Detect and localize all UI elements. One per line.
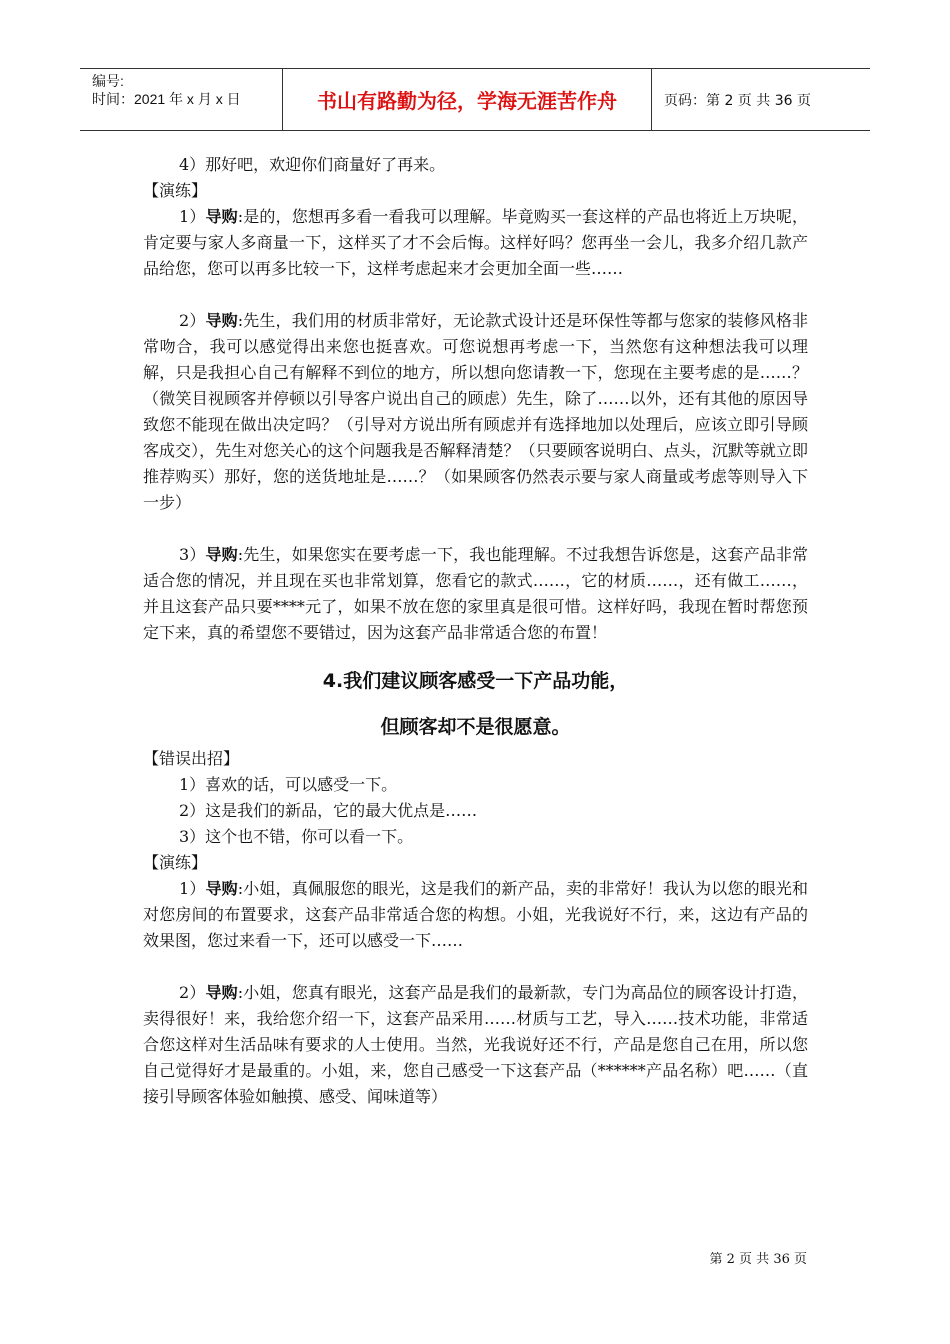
drill-label: 【演练】 [143,853,208,872]
drill-text: 小姐，真佩服您的眼光，这是我们的新产品，卖的非常好！我认为以您的眼光和对您房间的布置要求，这套产品非常适合您的构想。小姐，光我说好不行，来，这边有产品的效果图，您过来看一下，还可以感受一下…… [143,879,808,950]
drill-number: 2） [179,983,206,1002]
spacer [143,954,808,980]
drill-paragraph [143,308,808,516]
wrong-label: 【错误出招】 [143,749,240,768]
drill-colon: : [237,311,244,330]
drill-colon: : [237,879,244,898]
wrong-item: 4）那好吧，欢迎你们商量好了再来。 [179,155,446,174]
drill-label: 【演练】 [143,181,208,200]
drill-text: 小姐，您真有眼光，这套产品是我们的最新款，专门为高品位的顾客设计打造，卖得很好！来，我给您介绍一下，这套产品采用……材质与工艺，导入……技术功能，非常适合您这样对生活品味有要求的人士使用。当然，光我说好还不行，产品是您自己在用，所以您自己觉得好才是最重的。小姐，来，您自己感受一下这套产品（******产品名称）吧……（直接引导顾客体验如触摸、感受、闻味道等） [143,983,808,1106]
drill-colon: : [237,545,244,564]
drill-role: 导购 [205,983,238,1002]
drill-paragraph [143,542,808,646]
header-motto: 书山有路勤为径，学海无涯苦作舟 [282,69,652,130]
wrong-item: 2）这是我们的新品，它的最大优点是…… [179,801,478,820]
drill-role: 导购 [205,311,238,330]
drill-role: 导购 [205,879,238,898]
drill-text: 先生，我们用的材质非常好，无论款式设计还是环保性等都与您家的装修风格非常吻合，我可以感觉得出来您也挺喜欢。可您说想再考虑一下，当然您有这种想法我可以理解，只是我担心自己有解释不到位的地方，所以想向您请教一下，您现在主要考虑的是……？（微笑目视顾客并停顿以引导客户说出自己的顾虑）先生，除了……以外，还有其他的原因导致您不能现在做出决定吗？（引导对方说出所有顾虑并有选择地加以处理后，应该立即引导顾客成交），先生对您关心的这个问题我是否解释清楚？（只要顾客说明白、点头，沉默等就立即推荐购买）那好，您的送货地址是……？（如果顾客仍然表示要与家人商量或考虑等则导入下一步） [143,311,808,512]
wrong-item: 3）这个也不错，你可以看一下。 [179,827,414,846]
drill-number: 3） [179,545,206,564]
page-footer: 第 2 页 共 36 页 [709,1252,807,1267]
drill-paragraph [143,204,808,282]
drill-text: 是的，您想再多看一看我可以理解。毕竟购买一套这样的产品也将近上万块呢，肯定要与家人多商量一下，这样买了才不会后悔。这样好吗？您再坐一会儿，我多介绍几款产品给您，您可以再多比较一下，这样考虑起来才会更加全面一些…… [143,207,808,278]
header-page-info: 页码：第 2 页 共 36 页 [664,92,811,109]
section-heading: 4.我们建议顾客感受一下产品功能， [322,670,629,692]
drill-number: 2） [179,311,206,330]
wrong-item: 1）喜欢的话，可以感受一下。 [179,775,398,794]
spacer [143,282,808,308]
section-heading: 但顾客却不是很愿意。 [380,716,571,738]
number-label: 编号: [92,73,124,89]
drill-role: 导购 [205,545,238,564]
drill-colon: : [237,983,244,1002]
page-header [80,68,870,131]
date-line: 时间：2021 年 x 月 x 日 [92,91,241,107]
drill-number: 1） [179,879,206,898]
drill-role: 导购 [205,207,238,226]
drill-colon: : [237,207,244,226]
header-meta [80,69,282,130]
drill-paragraph [143,980,808,1110]
spacer [143,516,808,542]
document-body [143,152,808,1110]
drill-number: 1） [179,207,206,226]
drill-text: 先生，如果您实在要考虑一下，我也能理解。不过我想告诉您是，这套产品非常适合您的情况，并且现在买也非常划算，您看它的款式……，它的材质……，还有做工……，并且这套产品只要****元了，如果不放在您的家里真是很可惜。这样好吗，我现在暂时帮您预定下来，真的希望您不要错过，因为这套产品非常适合您的布置！ [143,545,808,642]
drill-paragraph [143,876,808,954]
